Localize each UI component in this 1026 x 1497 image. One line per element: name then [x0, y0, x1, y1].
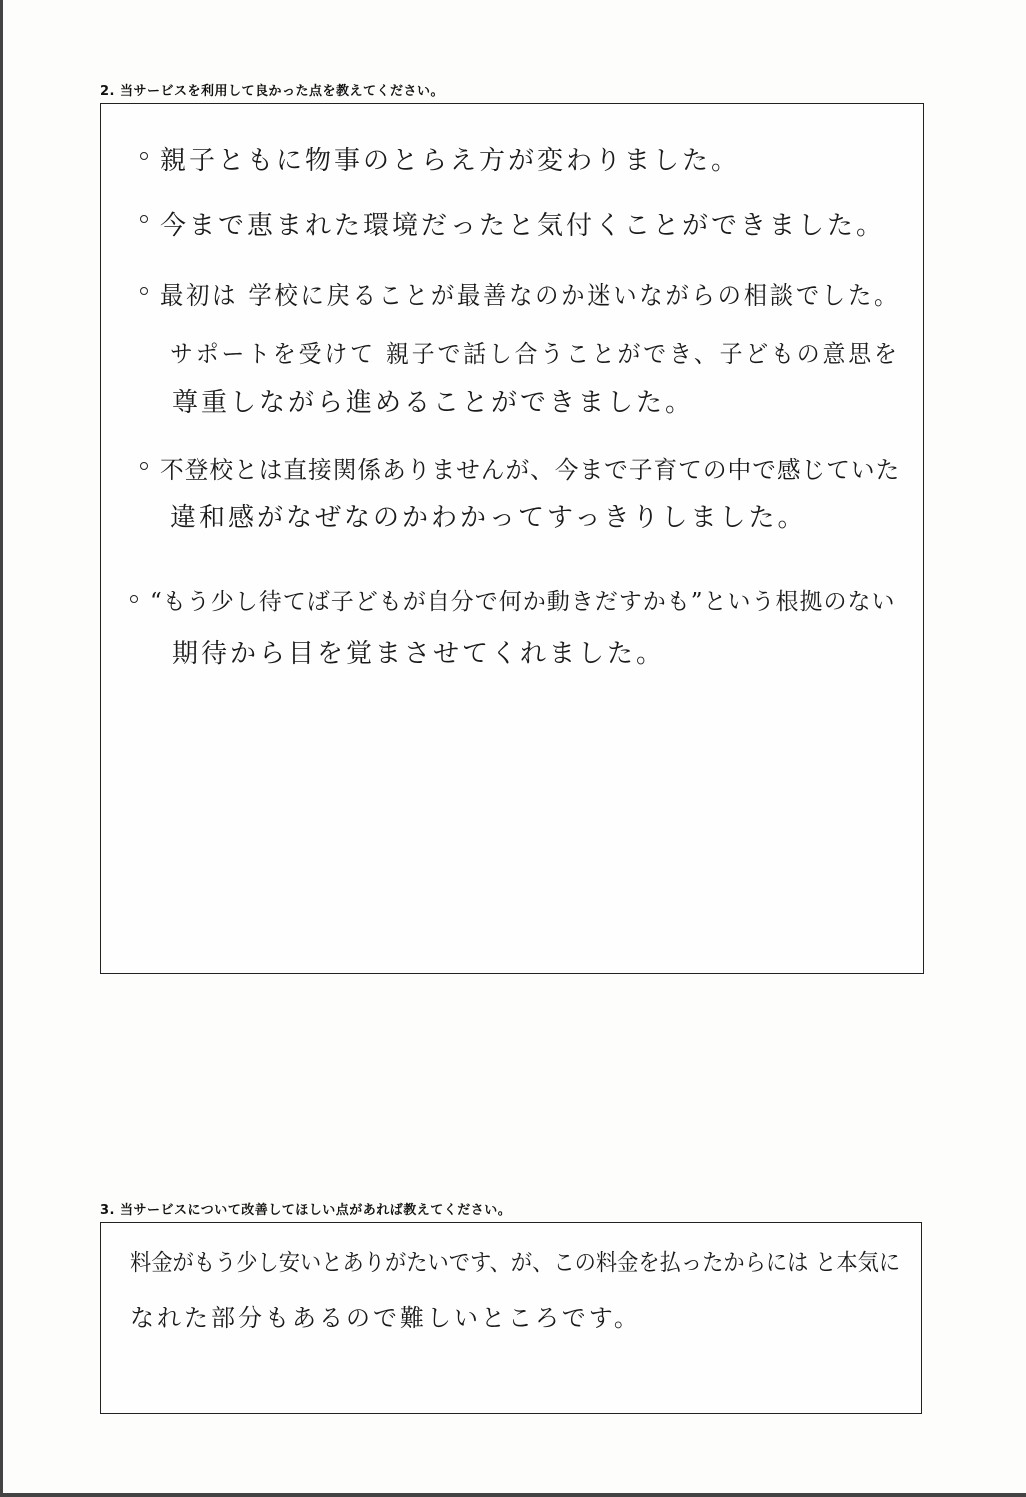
answer-3-line-1: 料金がもう少し安いとありがたいです、が、この料金を払ったからには と本気に — [130, 1250, 901, 1276]
bullet-1 — [140, 152, 148, 160]
question-2-heading: 2. 当サービスを利用して良かった点を教えてください。 — [100, 84, 445, 99]
scan-edge-bottom — [0, 1493, 1026, 1497]
answer-3-line-2: なれた部分もあるので難しいところです。 — [130, 1304, 641, 1332]
bullet-4 — [140, 462, 148, 470]
answer-2-line-1: 親子ともに物事のとらえ方が変わりました。 — [160, 146, 741, 176]
bullet-5 — [130, 595, 138, 603]
scan-edge-left — [0, 0, 3, 1497]
answer-2-line-3: 最初は 学校に戻ることが最善なのか迷いながらの相談でした。 — [160, 281, 901, 310]
bullet-3 — [140, 287, 148, 295]
answer-2-line-7: 違和感がなぜなのかわかってすっきりしました。 — [170, 503, 807, 533]
answer-2-line-4: サポートを受けて 親子で話し合うことができ、子どもの意思を — [170, 340, 900, 368]
bullet-2 — [140, 215, 148, 223]
question-3-heading: 3. 当サービスについて改善してほしい点があれば教えてください。 — [100, 1203, 512, 1218]
answer-2-line-9: 期待から目を覚まさせてくれました。 — [172, 639, 666, 669]
answer-2-line-2: 今まで恵まれた環境だったと気付くことができました。 — [160, 211, 886, 241]
answer-2-line-5: 尊重しながら進めることができました。 — [172, 388, 695, 418]
answer-2-line-8: “もう少し待てば子どもが自分で何か動きだすかも”という根拠のない — [150, 589, 896, 615]
answer-2-line-6: 不登校とは直接関係ありませんが、今まで子育ての中で感じていた — [160, 456, 901, 484]
